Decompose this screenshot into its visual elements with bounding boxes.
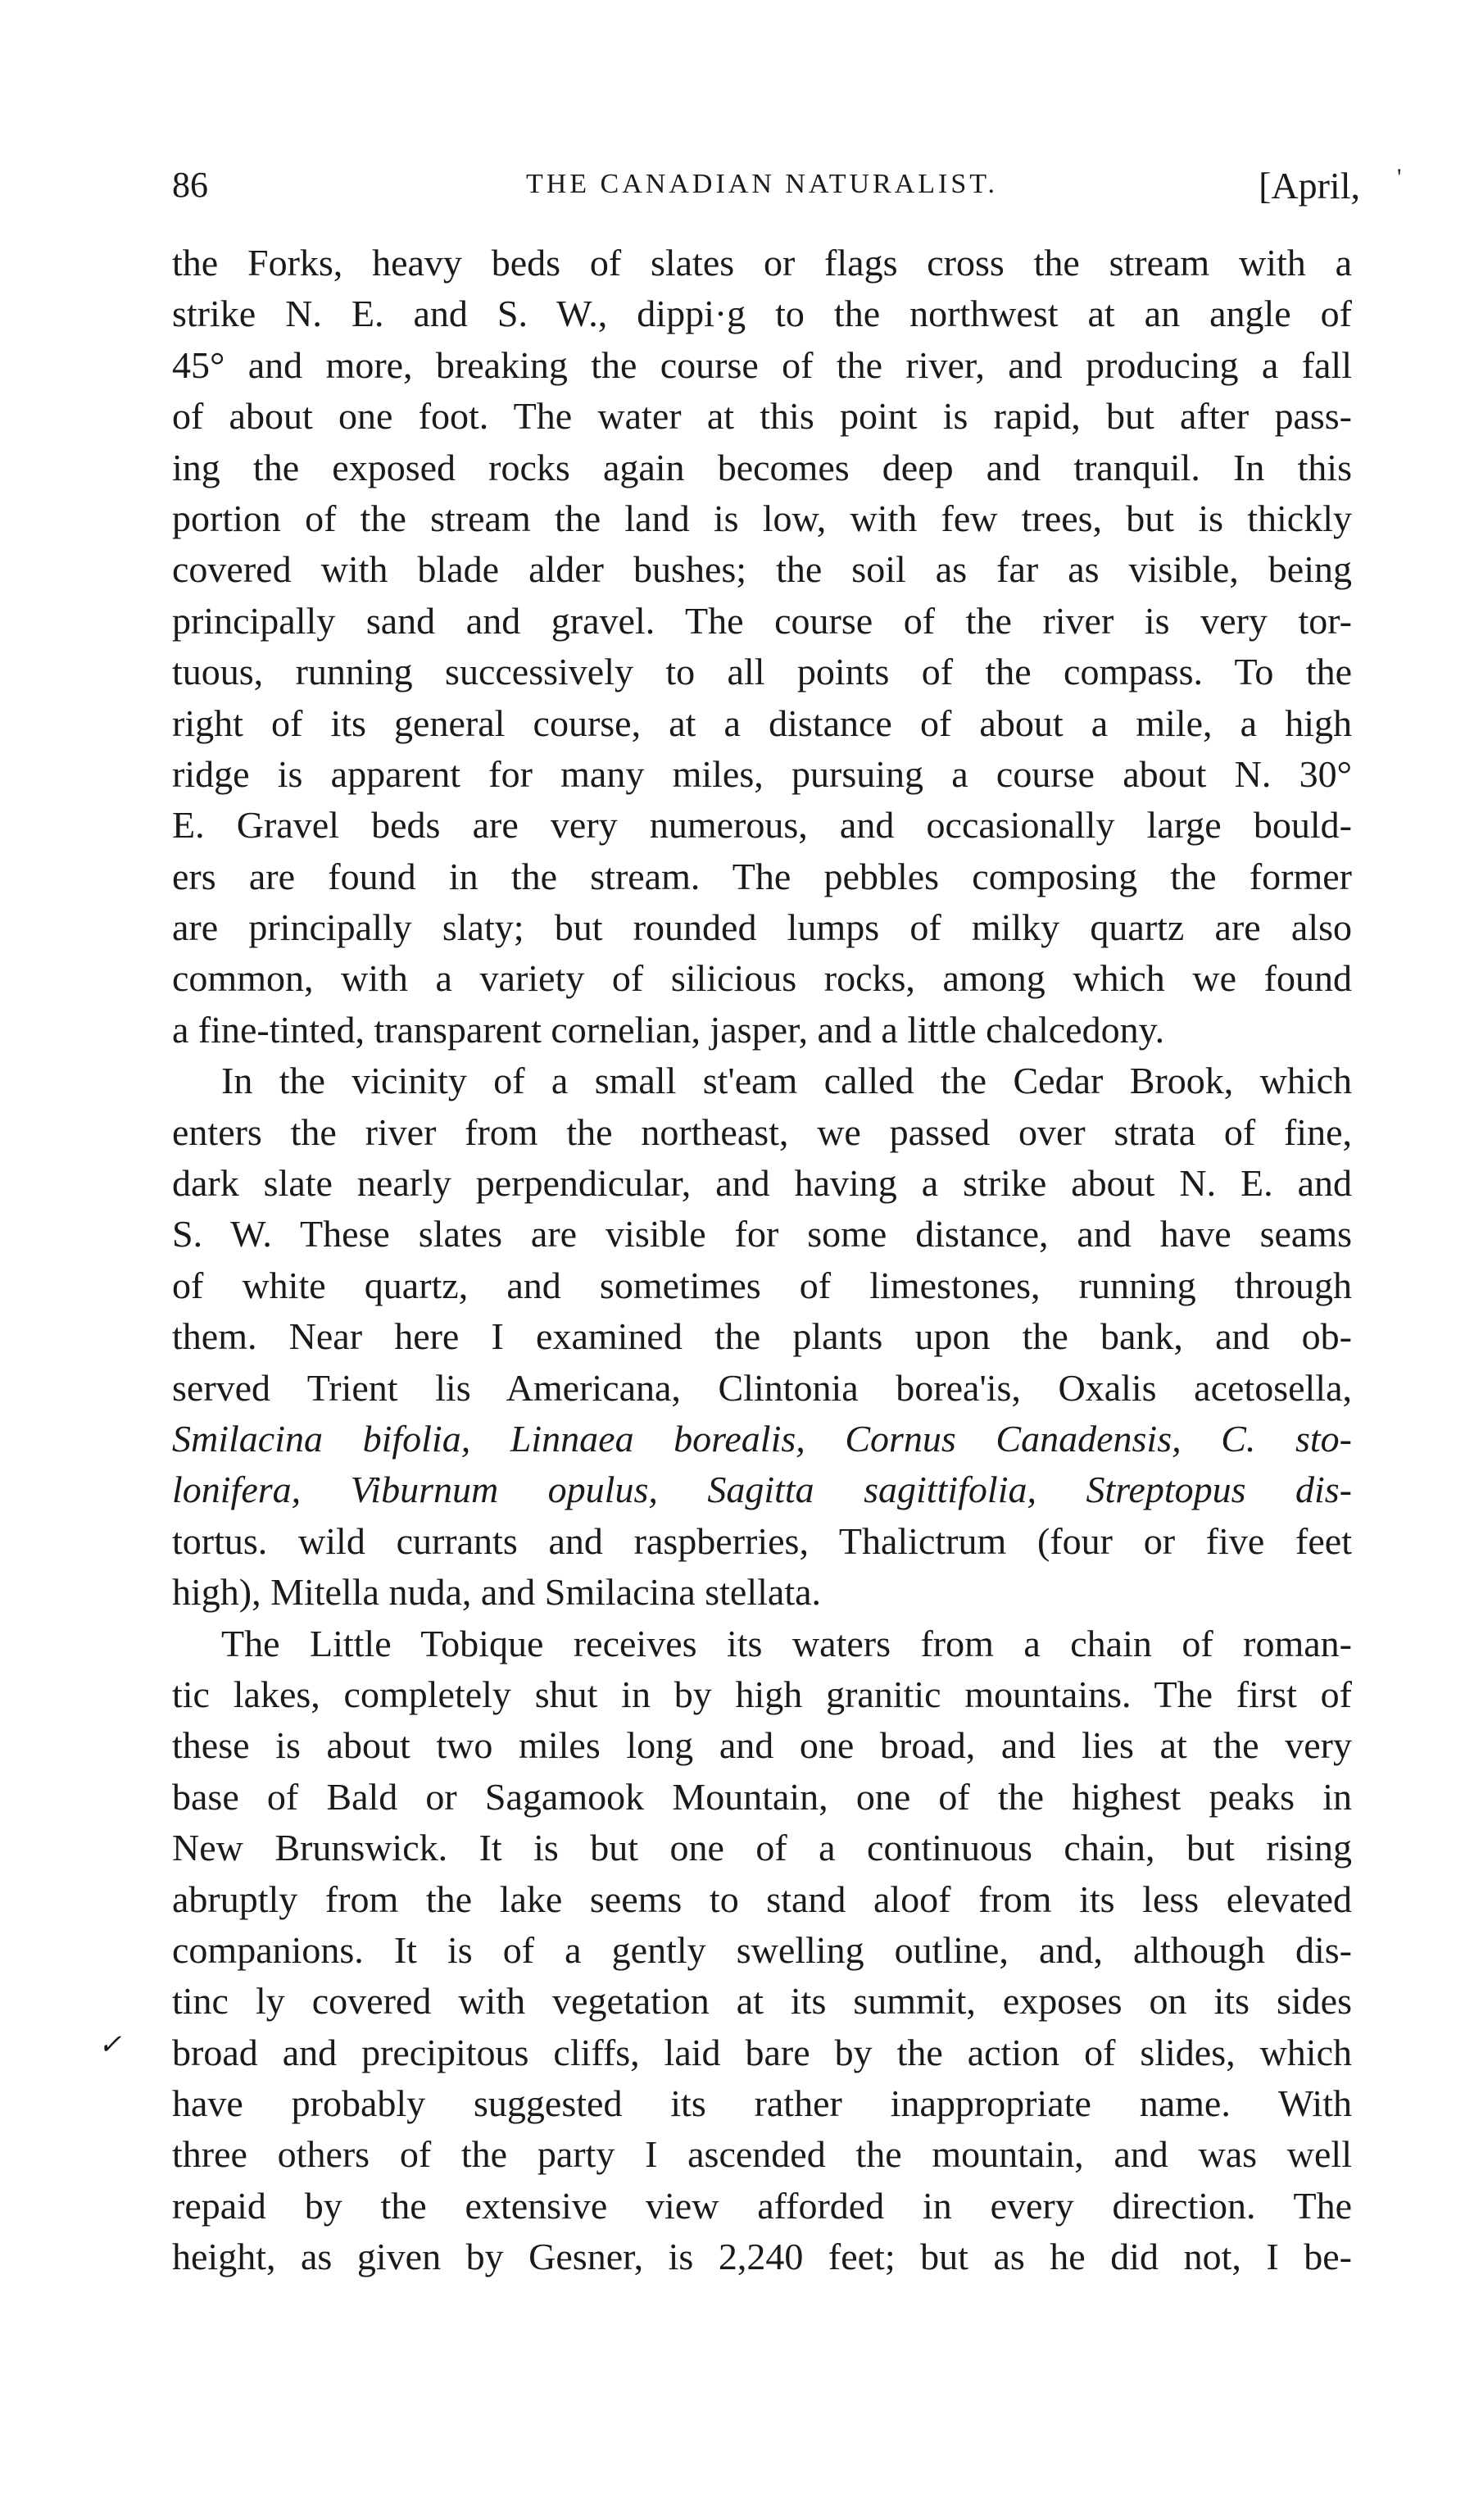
text-line: repaid by the extensive view afforded in every direction. The — [172, 2184, 1352, 2227]
text-line: of white quartz, and sometimes of limestones, running through — [172, 1264, 1352, 1306]
text-line: tuous, running successively to all points of the compass. To the — [172, 651, 1352, 693]
text-line: enters the river from the northeast, we passed over strata of fine, — [172, 1110, 1352, 1153]
text-line: The Little Tobique receives its waters from a chain of roman- — [221, 1622, 1352, 1664]
text-line: E. Gravel beds are very numerous, and occasionally large bould- — [172, 804, 1352, 847]
text-line: Smilacina bifolia, Linnaea borealis, Cornus Canadensis, C. sto- — [172, 1417, 1352, 1460]
text-line: these is about two miles long and one broad, and lies at the very — [172, 1724, 1352, 1767]
text-line: portion of the stream the land is low, with few trees, but is thickly — [172, 497, 1352, 539]
text-line: are principally slaty; but rounded lumps of milky quartz are also — [172, 906, 1352, 949]
body-text — [172, 238, 1352, 2283]
text-line: ing the exposed rocks again becomes deep and tranquil. In this — [172, 446, 1352, 488]
text-line: S. W. These slates are visible for some distance, and have seams — [172, 1213, 1352, 1255]
margin-tick-mark: ✓ — [98, 2030, 122, 2060]
text-line: ridge is apparent for many miles, pursuing a course about N. 30° — [172, 752, 1352, 795]
text-line: lonifera, Viburnum opulus, Sagitta sagittifolia, Streptopus dis- — [172, 1469, 1352, 1511]
text-line: tic lakes, completely shut in by high granitic mountains. The first of — [172, 1673, 1352, 1715]
text-line: principally sand and gravel. The course of the river is very tor- — [172, 599, 1352, 642]
text-line: In the vicinity of a small st'eam called the Cedar Brook, which — [221, 1060, 1352, 1102]
page-number: 86 — [172, 165, 208, 205]
text-line: broad and precipitous cliffs, laid bare by the action of slides, which — [172, 2031, 1352, 2073]
issue-month: [April, — [1259, 165, 1360, 207]
text-line: three others of the party I ascended the mountain, and was well — [172, 2133, 1352, 2176]
text-line: common, with a variety of silicious rocks, among which we found — [172, 957, 1352, 1000]
text-line: them. Near here I examined the plants upon the bank, and ob- — [172, 1315, 1352, 1358]
text-line: New Brunswick. It is but one of a continuous chain, but rising — [172, 1827, 1352, 1869]
page — [172, 164, 1360, 2283]
text-line: abruptly from the lake seems to stand aloof from its less elevated — [172, 1878, 1352, 1920]
stray-mark: ' — [1397, 164, 1402, 191]
text-line: covered with blade alder bushes; the soil as far as visible, being — [172, 548, 1352, 591]
text-line: tinc ly covered with vegetation at its summit, exposes on its sides — [172, 1980, 1352, 2023]
page-header — [172, 164, 1360, 221]
text-line: 45° and more, breaking the course of the river, and producing a fall — [172, 343, 1352, 386]
text-line: of about one foot. The water at this point is rapid, but after pass- — [172, 395, 1352, 438]
text-line: have probably suggested its rather inappropriate name. With — [172, 2082, 1352, 2125]
text-line: dark slate nearly perpendicular, and having a strike about N. E. and — [172, 1162, 1352, 1205]
text-line: ers are found in the stream. The pebbles composing the former — [172, 855, 1352, 897]
text-line: tortus. wild currants and raspberries, Thalictrum (four or five feet — [172, 1519, 1352, 1562]
text-line: strike N. E. and S. W., dippi·g to the northwest at an angle of — [172, 293, 1352, 335]
text-line: right of its general course, at a distance of about a mile, a high — [172, 702, 1352, 744]
text-line: height, as given by Gesner, is 2,240 feet; but as he did not, I be- — [172, 2236, 1352, 2278]
text-line: base of Bald or Sagamook Mountain, one of the highest peaks in — [172, 1775, 1352, 1818]
text-line: high), Mitella nuda, and Smilacina stellata. — [172, 1571, 822, 1614]
running-title: THE CANADIAN NATURALIST. — [525, 169, 999, 199]
text-line: the Forks, heavy beds of slates or flags cross the stream with a — [172, 242, 1352, 284]
text-line: companions. It is of a gently swelling outline, and, although dis- — [172, 1928, 1352, 1971]
text-line: served Trient lis Americana, Clintonia borea'is, Oxalis acetosella, — [172, 1366, 1352, 1409]
text-line: a fine-tinted, transparent cornelian, jasper, and a little chalcedony. — [172, 1008, 1165, 1051]
